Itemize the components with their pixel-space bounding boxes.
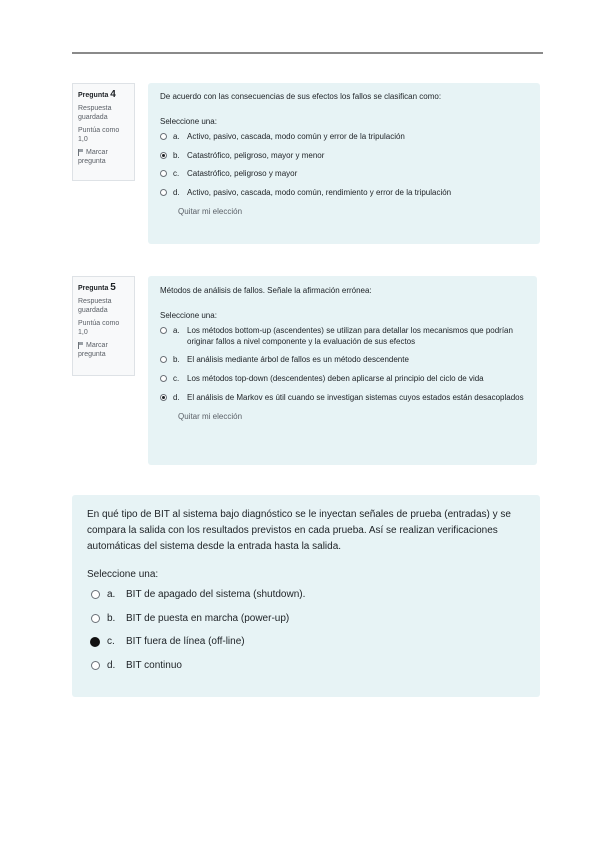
flag-label: Marcar pregunta <box>78 342 108 359</box>
option-text: Activo, pasivo, cascada, modo común y error de la tripulación <box>187 131 405 141</box>
option-text: Catastrófico, peligroso, mayor y menor <box>187 150 325 160</box>
option-text: El análisis mediante árbol de fallos es un método descendente <box>187 355 409 365</box>
score-text: Puntúa como 1,0 <box>78 320 120 337</box>
flag-icon <box>78 342 84 348</box>
radio-button[interactable] <box>91 614 100 623</box>
answer-option-a[interactable] <box>160 132 528 143</box>
radio-button[interactable] <box>91 590 100 599</box>
question-label: Pregunta <box>78 92 109 99</box>
option-letter: d. <box>107 659 116 671</box>
answer-option-b[interactable] <box>160 151 528 162</box>
question-number-value: 5 <box>110 282 116 293</box>
option-text: BIT de apagado del sistema (shutdown). <box>126 589 306 600</box>
question-panel-4 <box>148 83 540 244</box>
question-number <box>78 281 130 294</box>
question-text: De acuerdo con las consecuencias de sus efectos los fallos se clasifican como: <box>160 92 442 101</box>
score-text: Puntúa como 1,0 <box>78 127 120 144</box>
answer-option-a[interactable] <box>87 588 524 602</box>
option-letter: a. <box>173 131 180 141</box>
radio-button[interactable] <box>91 661 100 670</box>
question-info-4 <box>72 83 135 181</box>
answer-option-d[interactable] <box>87 659 524 673</box>
radio-button-selected[interactable] <box>90 637 100 647</box>
answer-status: Respuesta guardada <box>78 105 112 122</box>
radio-button[interactable] <box>160 189 167 196</box>
select-prompt: Seleccione una: <box>160 310 217 320</box>
flag-question-link[interactable] <box>78 148 130 166</box>
answer-option-c[interactable] <box>160 169 528 180</box>
option-letter: b. <box>173 150 180 160</box>
answer-option-b[interactable] <box>160 355 525 366</box>
clear-choice-link[interactable]: Quitar mi elección <box>178 411 243 421</box>
option-letter: b. <box>173 355 180 365</box>
flag-question-link[interactable] <box>78 341 130 359</box>
top-divider <box>72 52 543 54</box>
question-panel-5 <box>148 276 537 465</box>
radio-button[interactable] <box>160 170 167 177</box>
radio-button[interactable] <box>160 327 167 334</box>
radio-button-selected[interactable] <box>160 152 167 159</box>
question-text: En qué tipo de BIT al sistema bajo diagnóstico se le inyectan señales de prueba (entradas) y se compara la salida con los resultados previstos en cada prueba. Así se realizan verificaciones automáticas del sistema desde la entrada hasta la salida. <box>87 509 511 552</box>
answer-option-d[interactable] <box>160 188 528 199</box>
radio-button[interactable] <box>160 356 167 363</box>
answer-option-c[interactable] <box>160 374 525 385</box>
question-text: Métodos de análisis de fallos. Señale la afirmación errónea: <box>160 286 372 295</box>
option-letter: c. <box>173 169 180 179</box>
clear-choice-link[interactable]: Quitar mi elección <box>178 206 243 216</box>
option-letter: b. <box>107 612 116 624</box>
flag-label: Marcar pregunta <box>78 149 108 166</box>
option-text: BIT de puesta en marcha (power-up) <box>126 612 290 624</box>
question-info-5 <box>72 276 135 376</box>
answer-option-b[interactable] <box>87 612 524 626</box>
radio-button[interactable] <box>160 133 167 140</box>
question-number-value: 4 <box>110 89 116 100</box>
option-letter: c. <box>107 636 115 647</box>
question-panel-bit <box>72 495 540 697</box>
answer-option-c[interactable] <box>87 635 524 649</box>
option-text: BIT fuera de línea (off-line) <box>126 636 245 647</box>
option-text: BIT continuo <box>126 659 182 671</box>
select-prompt: Seleccione una: <box>160 116 217 126</box>
option-text: Catastrófico, peligroso y mayor <box>187 169 298 179</box>
option-letter: d. <box>173 188 180 198</box>
option-text: El análisis de Markov es útil cuando se investigan sistemas cuyos estados están desacoplados <box>187 392 524 402</box>
answer-status: Respuesta guardada <box>78 298 112 315</box>
option-letter: a. <box>107 589 116 600</box>
option-letter: c. <box>173 374 180 384</box>
answer-option-a[interactable] <box>160 326 525 348</box>
option-text: Activo, pasivo, cascada, modo común, rendimiento y error de la tripulación <box>187 188 452 198</box>
option-letter: d. <box>173 392 180 402</box>
option-text: Los métodos top-down (descendentes) deben aplicarse al principio del ciclo de vida <box>187 374 484 384</box>
radio-button[interactable] <box>160 375 167 382</box>
radio-button-selected[interactable] <box>160 394 167 401</box>
question-label: Pregunta <box>78 285 109 292</box>
answer-option-d[interactable] <box>160 393 525 404</box>
option-letter: a. <box>173 325 180 335</box>
question-number <box>78 88 130 101</box>
select-prompt: Seleccione una: <box>87 569 159 580</box>
flag-icon <box>78 149 84 155</box>
option-text: Los métodos bottom-up (ascendentes) se utilizan para detallar los mecanismos que podrían originar fallos a nivel componente y la evaluación de sus efectos <box>187 325 513 346</box>
